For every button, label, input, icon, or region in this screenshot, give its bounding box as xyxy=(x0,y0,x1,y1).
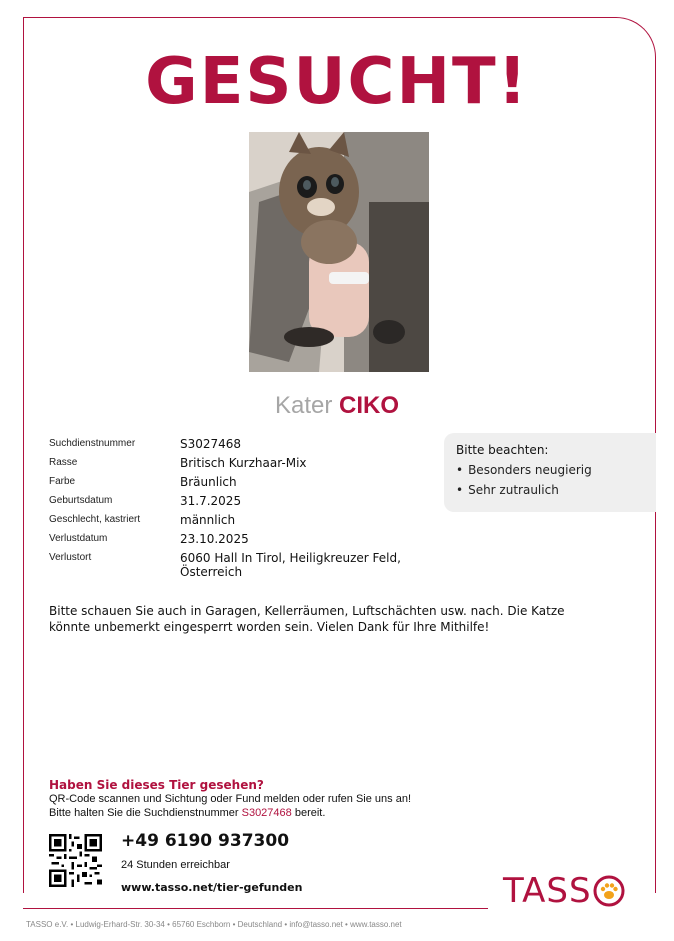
notice-list xyxy=(456,463,644,497)
detail-row xyxy=(49,475,429,489)
cat-photo xyxy=(249,132,429,372)
search-advice: Bitte schauen Sie auch in Garagen, Kellerräumen, Luftschächten usw. nach. Die Katze könnte unbemerkt eingesperrt worden sein. Vielen Dank für Ihre Mithilfe! xyxy=(49,604,565,634)
notice-item: • Besonders neugierig xyxy=(456,463,644,477)
seen-question: Haben Sie dieses Tier gesehen? xyxy=(49,778,264,792)
detail-value: Bräunlich xyxy=(180,475,237,489)
detail-label: Suchdienstnummer xyxy=(49,438,136,449)
detail-row xyxy=(49,437,429,451)
detail-value: 31.7.2025 xyxy=(180,494,242,508)
animal-heading xyxy=(0,392,674,420)
seen-line-2-pre: Bitte halten Sie die Suchdienstnummer xyxy=(49,807,242,819)
detail-label: Verlustort xyxy=(49,552,92,563)
logo-text: TASS xyxy=(503,871,592,911)
hotline-phone[interactable]: +49 6190 937300 xyxy=(121,831,290,851)
notice-box xyxy=(444,433,656,512)
detail-label: Geburtsdatum xyxy=(49,495,113,506)
frame-bottom-line xyxy=(23,908,488,909)
detail-row xyxy=(49,551,429,579)
detail-label: Verlustdatum xyxy=(49,533,108,544)
seen-line-1: QR-Code scannen und Sichtung oder Fund melden oder rufen Sie uns an! xyxy=(49,793,412,805)
detail-row xyxy=(49,494,429,508)
detail-value: 23.10.2025 xyxy=(180,532,249,546)
animal-name: CIKO xyxy=(339,392,400,419)
poster-title: GESUCHT! xyxy=(145,45,529,119)
seen-section xyxy=(49,778,609,820)
detail-row xyxy=(49,513,429,527)
seen-search-number: S3027468 xyxy=(241,807,292,819)
detail-value: männlich xyxy=(180,513,236,527)
detail-label: Geschlecht, kastriert xyxy=(49,514,141,525)
contact-block xyxy=(121,831,302,894)
found-url-link[interactable]: www.tasso.net/tier-gefunden xyxy=(121,881,303,894)
qr-code[interactable] xyxy=(49,834,102,887)
animal-species: Kater xyxy=(274,392,333,419)
detail-row xyxy=(49,532,429,546)
paw-icon xyxy=(592,874,626,908)
detail-label: Rasse xyxy=(49,457,78,468)
details-table xyxy=(49,437,429,584)
detail-row xyxy=(49,456,429,470)
hotline-availability: 24 Stunden erreichbar xyxy=(121,859,230,871)
tasso-logo xyxy=(503,871,626,911)
detail-label: Farbe xyxy=(49,476,76,487)
detail-value: 6060 Hall In Tirol, Heiligkreuzer Feld, Österreich xyxy=(180,551,401,579)
seen-line-2 xyxy=(49,806,609,820)
footer-address: TASSO e.V. • Ludwig-Erhard-Str. 30-34 • 65760 Eschborn • Deutschland • info@tasso.net • www.tasso.net xyxy=(26,920,402,929)
notice-heading: Bitte beachten: xyxy=(456,443,549,457)
detail-value: Britisch Kurzhaar-Mix xyxy=(180,456,307,470)
notice-item: • Sehr zutraulich xyxy=(456,483,644,497)
seen-line-2-post: bereit. xyxy=(291,807,326,819)
detail-value: S3027468 xyxy=(180,437,242,451)
